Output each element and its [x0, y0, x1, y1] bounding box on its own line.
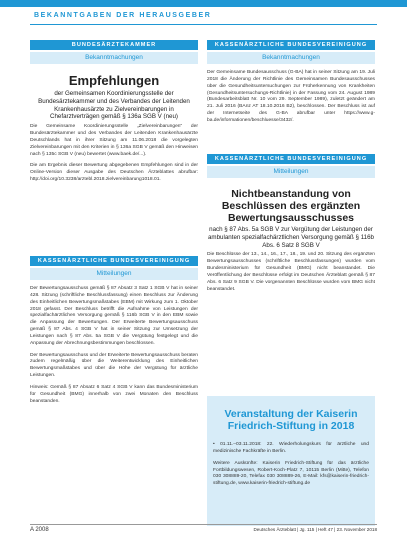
- article-kbv-bekanntmachungen: [207, 40, 375, 130]
- article-title: Nichtbeanstandung von Beschlüssen des ergänzten Bewertungsausschusses: [221, 188, 361, 224]
- article-paragraph: Die Gemeinsame Koordinierungsstelle „Zielvereinbarungen“ der Bundesärztekammer und des Verbandes der Leitenden Krankenhausärzte Deutschlands hat in ihrer Sitzung am 11.06.2018 die vorgelegten Zielvereinbarungen mit den Kriterien in § 136a SGB V gemäß den Hinweisen nach § 135c SGB V (neu) bewertet (www.baek.de/...).: [30, 124, 198, 157]
- article-kaiserin-friedrich-stiftung: [207, 396, 375, 526]
- article-body: [30, 124, 198, 184]
- section-label: BEKANNTGABEN DER HERAUSGEBER: [34, 12, 212, 19]
- article-org-band: KASSENÄRZTLICHE BUNDESVEREINIGUNG: [207, 40, 375, 50]
- article-paragraph: Der Bewertungsausschuss gemäß § 87 Absatz 3 Satz 1 SGB V hat in seiner 428. Sitzung (schriftliche Beschlussfassung) einen Beschluss zur Änderung des Einheitlichen Bewertungsmaßstabes (EBM) mit Wirkung zum 1. Oktober 2018 gefasst. Der Beschluss betrifft die Aufnahme von Leistungen der spezialfachärztlichen Versorgung gemäß § 116b SGB V in den EBM sowie die Anpassung der Bewertungen. Der Erweiterte Bewertungsausschuss gemäß § 87 Abs. 4 SGB V hat in seiner Sitzung zur Umsetzung der Leistungen nach § 87 Abs. 5a SGB V die Vergütung festgelegt und die Anpassung der Abrechnungsbestimmungen beschlossen.: [30, 286, 198, 346]
- top-color-bar: [0, 0, 407, 7]
- article-org-band: BUNDESÄRZTEKAMMER: [30, 40, 198, 50]
- article-kbv-mitteilungen: [30, 256, 198, 411]
- article-kind-band: Bekanntmachungen: [207, 52, 375, 64]
- article-bundesaerztekammer: [30, 40, 198, 189]
- article-title: Empfehlungen: [68, 73, 160, 88]
- article-paragraph: Weitere Auskünfte: Kaiserin Friedrich-Stiftung für das ärztliche Fortbildungswesen, Robert-Koch-Platz 7, 10115 Berlin (Mitte), Telefon 030 308889-20, Telefax 030 308889-26, E-Mail: kfs@kaiserin-friedrich-stiftung.de, www.kaiserin-friedrich-stiftung.de: [213, 460, 369, 487]
- article-body: [30, 286, 198, 406]
- article-paragraph: Die Beschlüsse der 13., 14., 16., 17., 18., 19. und 20. Sitzung des ergänzten Bewertungsausschusses (schriftliche Beschlussfassungen) wurden vom Bundesministerium für Gesundheit (BMG) nicht beanstandet. Die Veröffentlichung der Beschlüsse erfolgt im Deutschen Ärzteblatt gemäß § 87 Abs. 6 Satz 9 SGB V. Die vorgenannten Beschlüsse wurden vom BMG nicht beanstandet.: [207, 252, 375, 292]
- article-title: Veranstaltung der Kaiserin Friedrich-Stiftung in 2018: [224, 408, 358, 432]
- article-body: [207, 252, 375, 293]
- article-paragraph: Hinweis: Gemäß § 87 Absatz 6 Satz 4 SGB V kann das Bundesministerium für Gesundheit (BMG) innerhalb von zwei Monaten den Beschluss beanstanden.: [30, 384, 198, 404]
- article-kind-band: Mitteilungen: [207, 166, 375, 178]
- article-kind-band: Mitteilungen: [30, 268, 198, 280]
- page-number: A 2008: [30, 527, 49, 533]
- article-org-band: KASSENÄRZTLICHE BUNDESVEREINIGUNG: [30, 256, 198, 266]
- section-rule: [30, 24, 377, 25]
- article-body: [207, 70, 375, 125]
- article-paragraph: Der Bewertungsausschuss und der Erweiterte Bewertungsausschuss beraten zudem regelmäßig über die Weiterentwicklung des Einheitlichen Bewertungsmaßstabes und über die Höhe der Vergütung für ärztliche Leistungen.: [30, 352, 198, 379]
- article-subtitle: der Gemeinsamen Koordinierungsstelle der Bundesärztekammer und des Verbandes der Leitenden Krankenhausärzte zu Zielvereinbarungen in Chefarztverträgen gemäß § 136a SGB V (neu): [38, 90, 190, 121]
- article-kind-band: Bekanntmachungen: [30, 52, 198, 64]
- journal-citation: Deutsches Ärzteblatt | Jg. 115 | Heft 47 | 23. November 2018: [253, 527, 377, 532]
- article-org-band: KASSENÄRZTLICHE BUNDESVEREINIGUNG: [207, 154, 375, 164]
- footer-rule: [30, 524, 377, 525]
- article-paragraph: • 01.11.–03.11.2018: 22. Wiederholungskurs für ärztliche und medizinische Fachkräfte in Berlin.: [213, 442, 369, 454]
- article-subtitle: nach § 87 Abs. 5a SGB V zur Vergütung der Leistungen der ambulanten spezialfachärztlichen Versorgung gemäß § 116b Abs. 6 Satz 8 SGB V: [207, 226, 375, 249]
- article-body: [207, 442, 375, 488]
- article-paragraph: Die am Ergebnis dieser Bewertung abgegebenen Empfehlungen sind in der Online-Version dieser Ausgabe des Deutschen Ärzteblattes abrufbar: http://doi.org/10.3238/arztebl.2018.zielvereinbarung1018.01.: [30, 163, 198, 183]
- article-nichtbeanstandung: [207, 154, 375, 298]
- article-paragraph: Der Gemeinsame Bundesausschuss (G-BA) hat in seiner Sitzung am 19. Juli 2018 die Änderung der Richtlinie des Gemeinsamen Bundesausschusses über die Gesundheitsuntersuchungen zur Früherkennung von Krankheiten (Gesundheitsuntersuchungs-Richtlinie) in der Fassung vom 24. August 1989 (Bundesarbeitsblatt Nr. 10 vom 29. September 1989), zuletzt geändert am 21. Juli 2016 (BAnz AT 18.10.2016 B2), beschlossen. Der Beschluss ist auf der Internetseite des G-BA abrufbar unter https://www.g-ba.de/informationen/beschluesse/3432/.: [207, 70, 375, 123]
